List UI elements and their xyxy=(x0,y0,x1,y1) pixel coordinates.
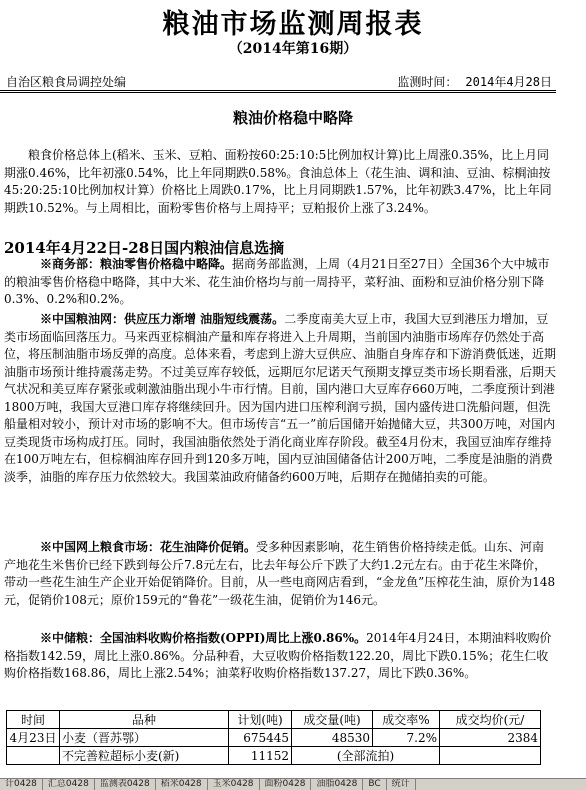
news-item-body: 二季度南美大豆上市，我国大豆到港压力增加，豆类市场面临回落压力。马来西亚棕榈油产量和库存将进入上升周期，当前国内油脂市场库存仍然处于高位，将压制油脂市场反弹的高度。总体来看，考虑到上游大豆供应、油脂自身库存和下游消费低迷，近期油脂市场预计维持震荡走势。不过美豆库存较低，远期厄尔尼诺天气预期支撑豆类市场长期看涨，后期天气状况和美豆库存紧张或刺激油脂出现小牛市行情。目前，国内港口大豆库存660万吨，二季度预计到港1800万吨，我国大豆港口库存将继续回升。因为国内进口压榨利润亏损，国内盛传进口洗船问题，但洗船量相对较小，预计对市场的影响不大。但市场传言“五一”前后国储开始抛储大豆，共300万吨，对国内豆类现货市场构成打压。同时，我国油脂依然处于消化商业库存阶段。截至4月份末，我国豆油库存维持在100万吨左右，但棕榈油库存回升到120多万吨，国内豆油国储备估计200万吨，二季度是油脂的消费淡季，油脂的库存压力依然较大。我国菜油政府储备约600万吨，后期存在抛储拍卖的可能。 xyxy=(4,312,557,484)
table-header-row xyxy=(7,711,541,729)
table-row xyxy=(7,747,541,765)
section-title: 粮油价格稳中略降 xyxy=(232,109,353,127)
news-item-body: 受多种因素影响，花生销售价格持续走低。山东、河南产地花生米售价已经下跌到每公斤7.8元左右，比去年每公斤下跌了大约1.2元左右。由于花生米降价，带动一些花生油生产企业开始促销降价。目前，从一些电商网店看到，“金龙鱼”压榨花生油，原价为148元，促销价108元；原价159元的“鲁花”一级花生油，促销价为146元。 xyxy=(4,540,556,607)
news-item-body: 据商务部监测，上周（4月21日至27日）全国36个大中城市的粮油零售价格稳中略降，其中大米、花生油价格均与前一周持平，菜籽油、面粉和豆油价格分别下降0.3%、0.2%和0.2%。 xyxy=(4,257,550,306)
cell-time xyxy=(7,747,60,765)
news-heading: 2014年4月22日-28日国内粮油信息选摘 xyxy=(4,239,285,257)
cell-avg-price: 2384 xyxy=(440,729,541,747)
news-item-lead: ※中储粮：全国油料收购价格指数(OPPI)周比上涨0.86%。 xyxy=(40,631,367,645)
cell-plan: 675445 xyxy=(229,729,292,747)
cell-time: 4月23日 xyxy=(7,729,60,747)
cell-variety: 小麦（晋苏鄂） xyxy=(60,729,229,747)
monitor-date-label: 监测时间： xyxy=(397,75,458,89)
col-header-time: 时间 xyxy=(7,711,60,729)
sheet-tab[interactable]: 计0428 xyxy=(0,779,43,790)
news-item-lead: ※中国网上粮食市场：花生油降价促销。 xyxy=(40,540,257,554)
news-item-grain-oil-net xyxy=(4,311,556,486)
report-meta-line xyxy=(0,72,556,93)
news-item-lead: ※中国粮油网：供应压力渐增 油脂短线震荡。 xyxy=(40,312,285,326)
sheet-tab[interactable]: 汇总0428 xyxy=(43,779,95,790)
col-header-volume: 成交量(吨) xyxy=(292,711,373,729)
monitor-date xyxy=(397,73,552,90)
report-title: 粮油市场监测周报表 xyxy=(162,9,424,40)
sheet-tab[interactable]: BC xyxy=(363,779,386,790)
news-item-online-grain-market xyxy=(4,539,556,609)
table-row xyxy=(7,729,541,747)
sheet-tab[interactable]: 监测表0428 xyxy=(95,779,156,790)
col-header-rate: 成交率% xyxy=(373,711,440,729)
auction-table xyxy=(6,710,541,765)
cell-volume: 48530 xyxy=(292,729,373,747)
news-item-lead: ※商务部：粮油零售价格稳中略降。 xyxy=(40,257,233,271)
news-item-commerce xyxy=(4,256,556,309)
sheet-tab[interactable]: 统计 xyxy=(387,779,416,790)
cell-plan: 11152 xyxy=(229,747,292,765)
cell-all-unsold: (全部流拍) xyxy=(292,747,440,765)
sheet-tab[interactable]: 油脂0428 xyxy=(311,779,363,790)
sheet-tab[interactable]: 面粉0428 xyxy=(260,779,312,790)
news-item-body: 2014年4月24日，本期油料收购价格指数142.59，周比上涨0.86%。分品种看，大豆收购价格指数122.20，周比下跌0.15%；花生仁收购价格指数168.86，周比上涨2.54%；油菜籽收购价格指数137.27，周比下跌0.36%。 xyxy=(4,631,552,680)
editor-label: 自治区粮食局调控处编 xyxy=(6,75,127,89)
monitor-date-value: 2014年4月28日 xyxy=(465,75,552,89)
news-item-sinograin xyxy=(4,630,556,683)
sheet-tab[interactable]: 稻米0428 xyxy=(156,779,208,790)
col-header-variety: 品种 xyxy=(60,711,229,729)
price-summary: 粮食价格总体上(稻米、玉米、豆粕、面粉按60:25:10:5比例加权计算)比上周涨0.35%，比上月同期涨0.46%，比年初涨0.54%，比上年同期跌0.58%。食油总体上（花生油、调和油、豆油、棕榈油按45:20:25:10比例加权计算）价格比上周跌0.17%，比上月同期跌1.57%，比年初跌3.47%，比上年同期跌10.52%。与上周相比，面粉零售价格与上周持平；豆粕报价上涨了3.24%。 xyxy=(4,148,552,215)
cell-avg-price xyxy=(440,747,541,765)
sheet-tab-bar xyxy=(0,778,586,790)
col-header-plan: 计划(吨) xyxy=(229,711,292,729)
issue-number: （2014年第16期） xyxy=(228,41,358,57)
cell-rate: 7.2% xyxy=(373,729,440,747)
cell-variety: 不完善粒超标小麦(新) xyxy=(60,747,229,765)
sheet-tab[interactable]: 玉米0428 xyxy=(208,779,260,790)
col-header-avg-price: 成交均价(元/ xyxy=(440,711,541,729)
